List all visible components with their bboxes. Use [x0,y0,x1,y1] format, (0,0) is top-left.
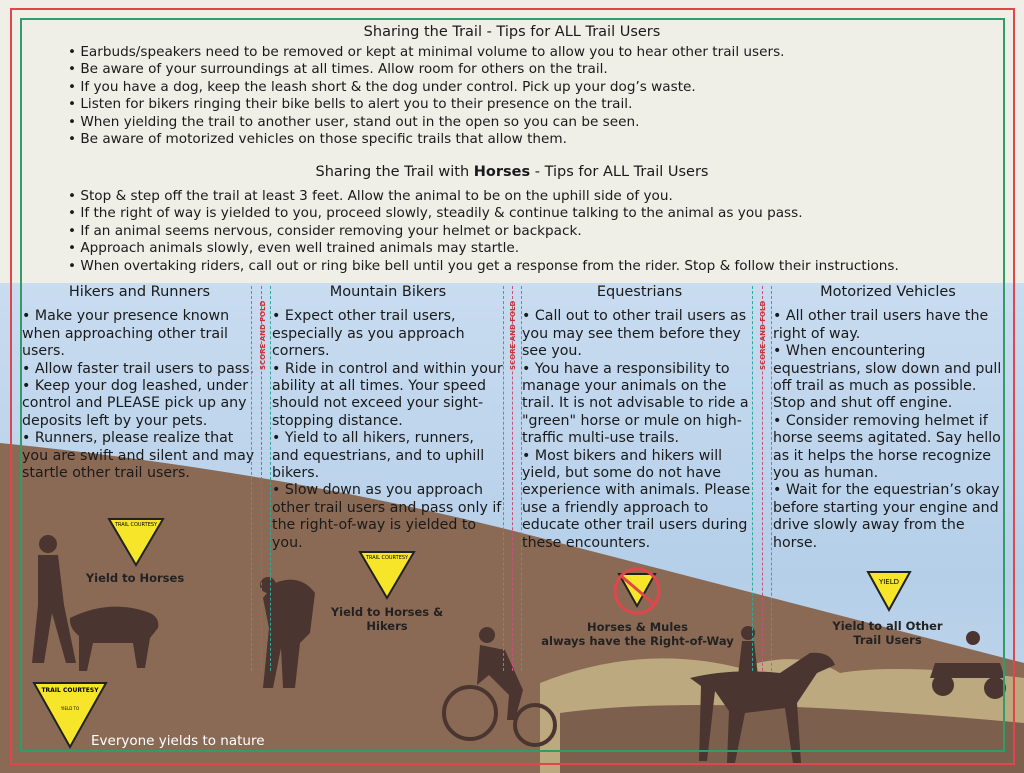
tip: • When overtaking riders, call out or ring bike bell until you get a response from the rider. Stop & follow their instructions. [68,258,899,275]
column-item: • Wait for the equestrian’s okay before starting your engine and drive slowly away from the horse. [773,482,1000,551]
sign-caption [530,620,745,648]
column-divider [521,286,522,671]
column-divider [270,286,271,671]
column-item: • Allow faster trail users to pass. [22,360,255,377]
column-divider [771,286,772,671]
column-item: • Consider removing helmet if horse seems agitated. Say hello as it helps the horse recognize you as human. [773,412,1001,482]
svg-text:TRAIL COURTESY: TRAIL COURTESY [365,555,409,561]
title-text: - Tips for ALL Trail Users [530,164,709,180]
tip: • If the right of way is yielded to you, proceed slowly, steadily & continue talking to the animal as you pass. [68,205,899,222]
title-bold: Horses [473,164,531,180]
column-title: Equestrians [596,284,683,300]
column-mountain-bikers [272,284,504,552]
footer-text: Everyone yields to nature [91,733,265,749]
sign-caption [322,605,452,633]
tip: • When yielding the trail to another user, stand out in the open so you can be seen. [68,114,784,131]
trail-courtesy-sign-icon [107,517,165,567]
tip: • If an animal seems nervous, consider removing your helmet or backpack. [68,223,899,240]
no-yield-sign-icon [612,566,662,616]
caption-line: Yield to all Other [832,619,943,633]
caption-line: Horses & Mules [587,620,688,634]
column-item: • Most bikers and hikers will yield, but some do not have experience with animals. Please use a friendly approach to educate other trail users during these encounters. [522,447,751,551]
column-equestrians [522,284,757,552]
column-item: • Expect other trail users, especially as you approach corners. [272,308,465,360]
svg-text:YIELD: YIELD [878,578,900,586]
svg-text:TRAIL COURTESY: TRAIL COURTESY [41,687,99,694]
svg-text:TRAIL COURTESY: TRAIL COURTESY [114,522,158,528]
column-title: Motorized Vehicles [820,284,956,300]
tip: • Be aware of motorized vehicles on those specific trails that allow them. [68,131,784,148]
tip: • Stop & step off the trail at least 3 feet. Allow the animal to be on the uphill side of you. [68,188,899,205]
column-item: • Yield to all hikers, runners, and equestrians, and to uphill bikers. [272,430,485,482]
column-item: • Runners, please realize that you are swift and silent and may startle other trail users. [22,430,255,482]
column-title: Hikers and Runners [68,284,211,300]
column-divider [503,286,504,671]
column-item: • When encountering equestrians, slow down and pull off trail as much as possible. Stop and shut off engine. [773,343,1002,412]
column-divider [251,286,252,671]
trail-courtesy-sign-icon [358,550,416,600]
section2-tips [68,188,899,275]
section1-title: Sharing the Trail - Tips for ALL Trail Users [363,24,661,40]
column-motorized-vehicles [773,284,1003,552]
column-item: • Ride in control and within your ability at all times. Your speed should not exceed your sight-stopping distance. [272,360,503,429]
column-item: • Slow down as you approach other trail users and pass only if the right-of-way is yielded to you. [272,482,502,551]
column-divider [752,286,753,671]
tip: • Listen for bikers ringing their bike bells to alert you to their presence on the trail. [68,96,784,113]
column-item: • Call out to other trail users as you may see them before they see you. [522,308,747,360]
caption-text: Yield to Horses & Hikers [330,605,444,633]
column-item: • Make your presence known when approaching other trail users. [22,308,230,360]
column-hikers-runners [22,284,257,482]
fold-label: SCORE AND FOLD [759,300,767,370]
caption-line: Trail Users [853,633,922,647]
yield-sign-icon [866,570,912,612]
tip: • Be aware of your surroundings at all times. Allow room for others on the trail. [68,61,784,78]
fold-label: SCORE AND FOLD [259,300,267,370]
column-item: • All other trail users have the right of way. [773,308,989,342]
column-item: • You have a responsibility to manage your animals on the trail. It is not advisable to ride a "green" horse or mule on high-traffic multi-use trails. [522,360,749,447]
section1-tips [68,44,784,148]
tip: • Earbuds/speakers need to be removed or kept at minimal volume to allow you to hear other trail users. [68,44,784,61]
svg-text:YIELD TO: YIELD TO [60,706,80,711]
section2-title [0,164,1024,180]
sign-caption: Yield to Horses [85,571,185,585]
caption-line: always have the Right-of-Way [541,634,734,648]
fold-label: SCORE AND FOLD [509,300,517,370]
tip: • Approach animals slowly, even well trained animals may startle. [68,240,899,257]
title-text: Sharing the Trail with [315,164,474,180]
tip: • If you have a dog, keep the leash short & the dog under control. Pick up your dog’s waste. [68,79,784,96]
sign-caption [810,619,965,647]
column-title: Mountain Bikers [329,284,447,300]
column-item: • Keep your dog leashed, under control and PLEASE pick up any deposits left by your pets. [22,378,249,429]
